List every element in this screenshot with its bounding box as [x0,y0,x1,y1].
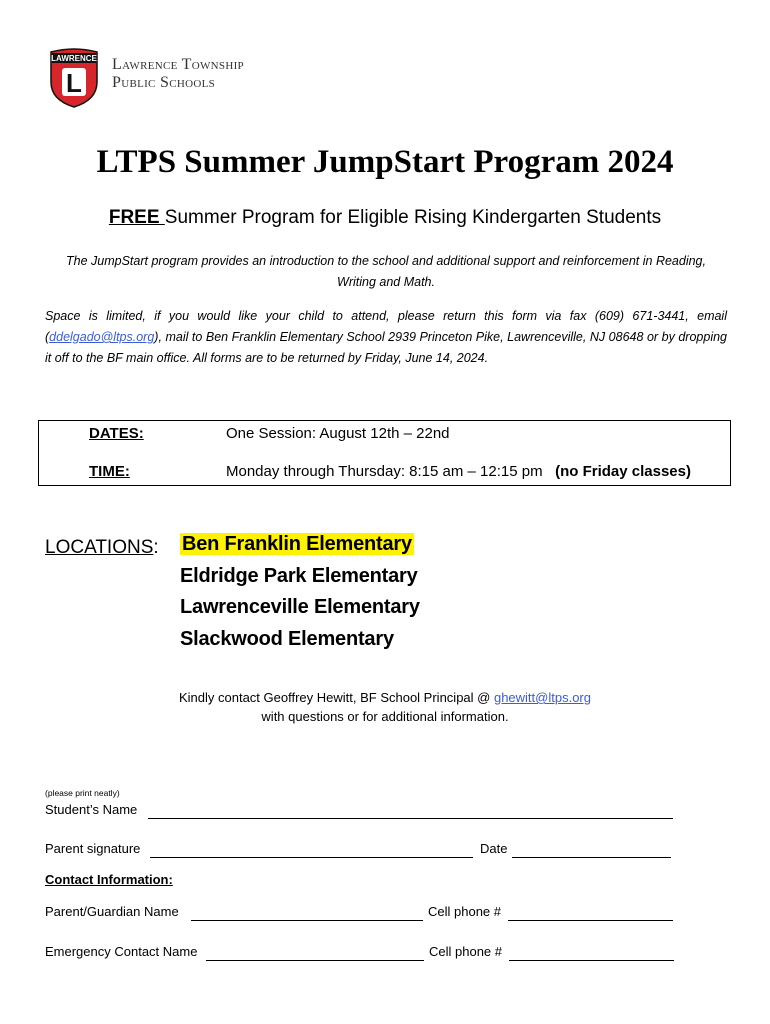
guardian-cell-label: Cell phone # [428,904,501,919]
delgado-email-link[interactable]: ddelgado@ltps.org [49,330,155,344]
date-label: Date [480,841,508,856]
dates-label: DATES: [89,425,144,442]
district-logo-icon [48,48,100,108]
instructions-before: Space is limited, if you would like your child to attend, please return this form via fax (609) 671-3441, email ( [45,309,727,344]
print-note: (please print neatly) [45,788,120,798]
logo-letter: L [66,68,82,98]
locations-label [45,537,159,559]
location-highlight: Ben Franklin Elementary [182,533,412,555]
locations-colon: : [153,537,159,558]
guardian-cell-field[interactable] [508,920,673,921]
contact-info-heading: Contact Information: [45,872,173,887]
contact-text: Kindly contact Geoffrey Hewitt, BF School Principal @ [178,690,494,705]
locations-label-text: LOCATIONS [45,537,154,558]
location-item: Eldridge Park Elementary [180,565,418,587]
student-name-label: Student’s Name [45,802,138,817]
instructions-after: ), mail to Ben Franklin Elementary School 2939 Princeton Pike, Lawrenceville, NJ 08648 or by dropping it off to the BF main office. All forms are to be returned by Friday, June 14, 2024. [45,330,727,365]
district-name [112,56,244,92]
guardian-name-label: Parent/Guardian Name [45,904,179,919]
emergency-cell-field[interactable] [509,960,674,961]
emergency-name-label: Emergency Contact Name [45,944,198,959]
page-title: LTPS Summer JumpStart Program 2024 [96,144,674,180]
no-friday-note: (no Friday classes) [555,463,691,480]
contact-line-1 [0,688,770,707]
location-item [180,533,414,556]
location-item: Lawrenceville Elementary [180,596,420,618]
free-label: FREE [108,207,165,228]
contact-line-2: with questions or for additional information. [261,709,509,724]
time-text: Monday through Thursday: 8:15 am – 12:15 pm [226,463,556,480]
parent-signature-label: Parent signature [45,841,141,856]
dates-value: One Session: August 12th – 22nd [226,425,450,442]
district-line-2: Public Schools [112,74,216,91]
subtitle-text: Summer Program for Eligible Rising Kindergarten Students [164,207,662,228]
parent-signature-field[interactable] [150,857,473,858]
instructions-text [45,306,727,369]
hewitt-email-link[interactable]: ghewitt@ltps.org [493,690,591,705]
page-subtitle [0,207,770,229]
emergency-name-field[interactable] [206,960,424,961]
date-field[interactable] [512,857,671,858]
time-value [226,463,691,480]
guardian-name-field[interactable] [191,920,423,921]
logo-text: LAWRENCE [51,54,97,63]
time-label: TIME: [89,463,130,480]
contact-message [0,688,770,726]
location-item: Slackwood Elementary [180,628,394,650]
intro-text: The JumpStart program provides an introduction to the school and additional support and reinforcement in Reading, Writing and Math. [66,254,706,289]
student-name-field[interactable] [148,818,673,819]
emergency-cell-label: Cell phone # [429,944,502,959]
district-line-1: Lawrence Township [112,56,244,73]
